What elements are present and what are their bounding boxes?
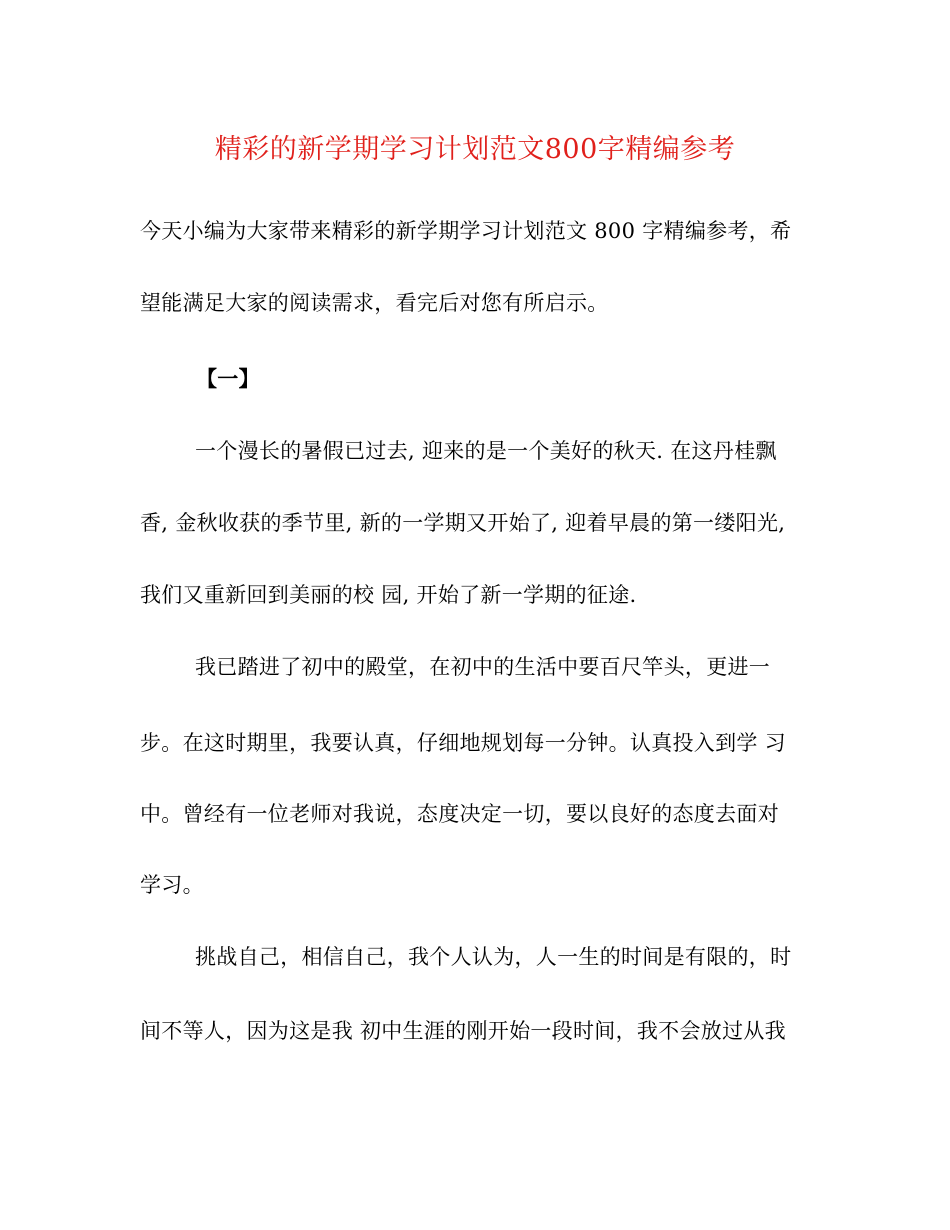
paragraph-2-line-1: 我已踏进了初中的殿堂，在初中的生活中要百尺竿头，更进一 <box>195 655 771 679</box>
paragraph-2-line-3: 中。曾经有一位老师对我说，态度决定一切，要以良好的态度去面对 <box>140 802 779 826</box>
paragraph-1-line-2: 香, 金秋收获的季节里, 新的一学期又开始了, 迎着早晨的第一缕阳光, <box>140 511 786 535</box>
document-title: 精彩的新学期学习计划范文800字精编参考 <box>214 134 736 165</box>
paragraph-2-line-4: 学习。 <box>140 873 204 897</box>
paragraph-1-line-1: 一个漫长的暑假已过去, 迎来的是一个美好的秋天. 在这丹桂飘 <box>195 439 777 463</box>
paragraph-3-line-2: 间不等人，因为这是我 初中生涯的刚开始一段时间，我不会放过从我 <box>140 1019 786 1043</box>
section-heading: 【一】 <box>196 366 260 391</box>
intro-line-1: 今天小编为大家带来精彩的新学期学习计划范文 800 字精编参考，希 <box>140 219 792 243</box>
paragraph-3-line-1: 挑战自己，相信自己，我个人认为，人一生的时间是有限的，时 <box>195 945 792 969</box>
paragraph-2-line-2: 步。在这时期里，我要认真，仔细地规划每一分钟。认真投入到学 习 <box>140 731 786 755</box>
paragraph-1-line-3: 我们又重新回到美丽的校 园, 开始了新一学期的征途. <box>140 583 637 607</box>
intro-line-2: 望能满足大家的阅读需求，看完后对您有所启示。 <box>140 291 609 315</box>
